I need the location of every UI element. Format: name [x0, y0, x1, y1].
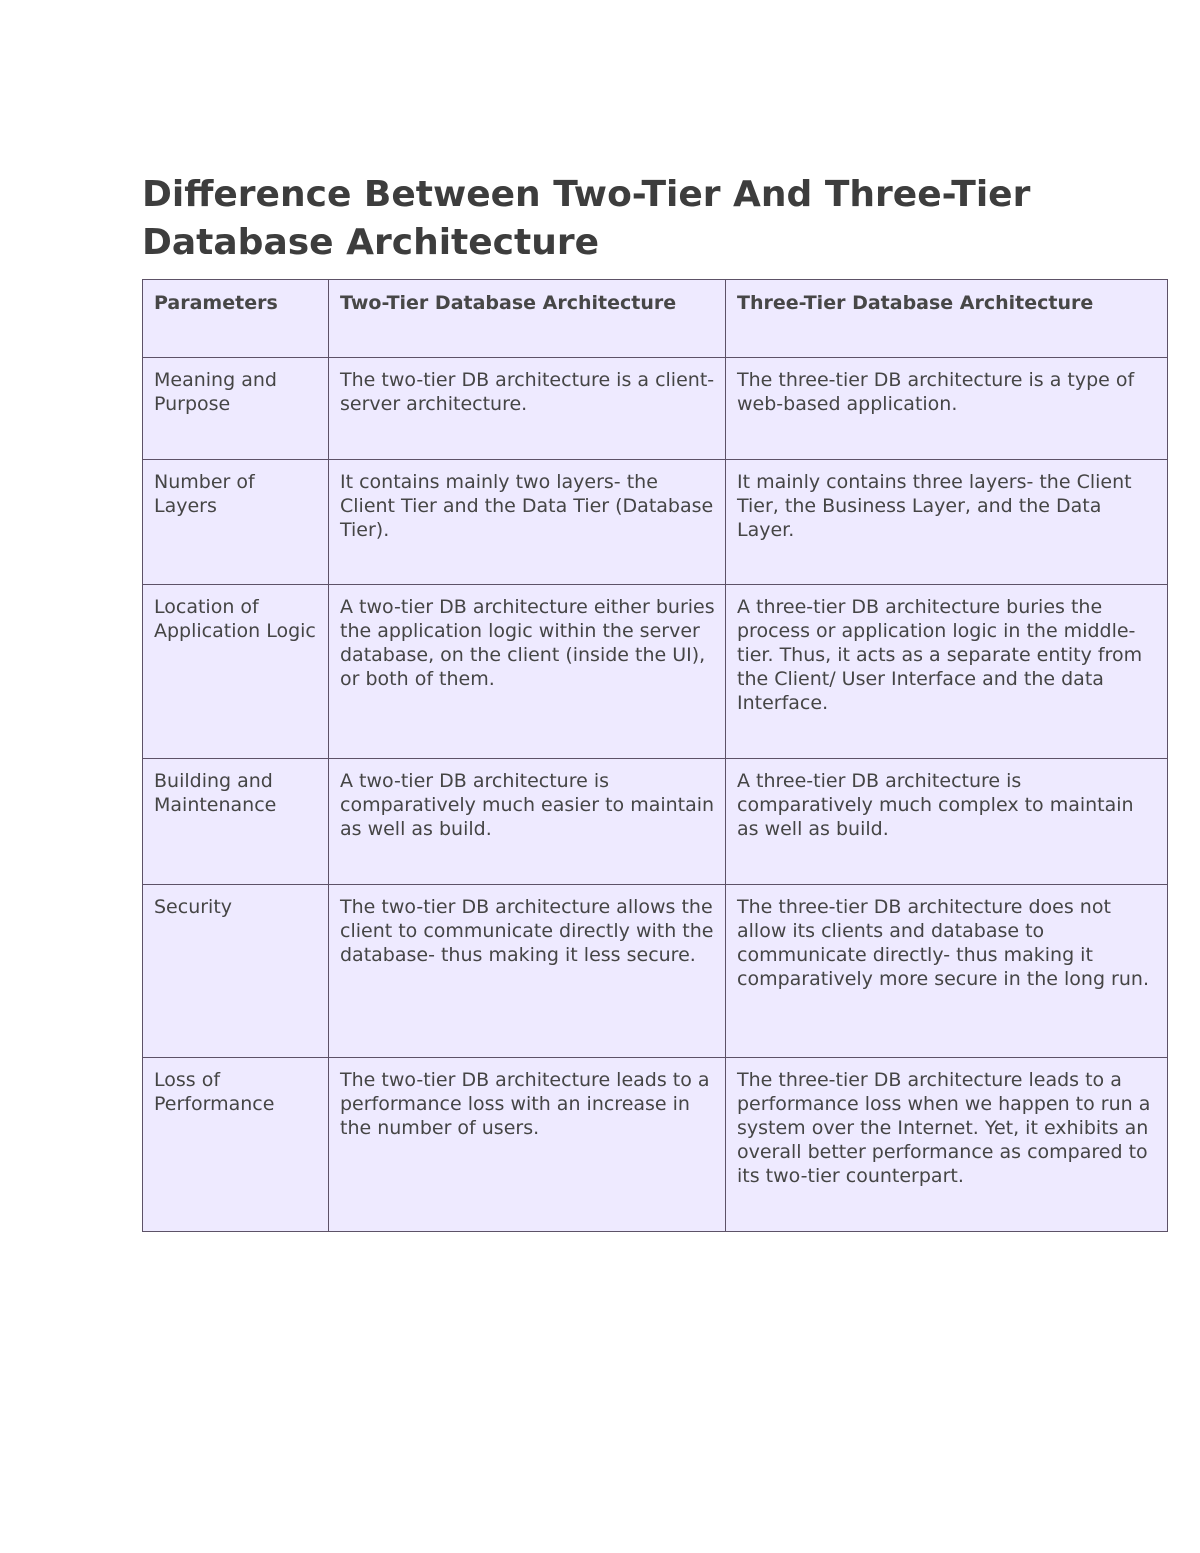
three-tier-cell: The three-tier DB architecture is a type of web-based application. — [726, 358, 1168, 460]
page-title: Difference Between Two-Tier And Three-Tier Database Architecture — [142, 174, 1031, 263]
three-tier-cell: The three-tier DB architecture leads to a performance loss when we happen to run a system over the Internet. Yet, it exhibits an overall better performance as compared to its two-tier counterpart. — [726, 1058, 1168, 1232]
two-tier-cell: The two-tier DB architecture allows the client to communicate directly with the database- thus making it less secure. — [329, 885, 726, 1058]
two-tier-cell: It contains mainly two layers- the Client Tier and the Data Tier (Database Tier). — [329, 460, 726, 585]
table-row — [143, 759, 1168, 885]
two-tier-cell: The two-tier DB architecture is a client-server architecture. — [329, 358, 726, 460]
parameter-cell: Meaning and Purpose — [143, 358, 329, 460]
three-tier-cell: It mainly contains three layers- the Client Tier, the Business Layer, and the Data Layer. — [726, 460, 1168, 585]
three-tier-cell: The three-tier DB architecture does not allow its clients and database to communicate directly- thus making it comparatively more secure in the long run. — [726, 885, 1168, 1058]
header-two-tier: Two-Tier Database Architecture — [329, 280, 726, 358]
table-row — [143, 358, 1168, 460]
parameter-cell: Number of Layers — [143, 460, 329, 585]
header-parameters: Parameters — [143, 280, 329, 358]
parameter-cell: Building and Maintenance — [143, 759, 329, 885]
table-row — [143, 585, 1168, 759]
two-tier-cell: A two-tier DB architecture either buries the application logic within the server database, on the client (inside the UI), or both of them. — [329, 585, 726, 759]
table-row — [143, 1058, 1168, 1232]
table-row — [143, 460, 1168, 585]
comparison-table — [142, 279, 1168, 1232]
two-tier-cell: A two-tier DB architecture is comparatively much easier to maintain as well as build. — [329, 759, 726, 885]
table-header-row — [143, 280, 1168, 358]
three-tier-cell: A three-tier DB architecture buries the process or application logic in the middle-tier. Thus, it acts as a separate entity from the Client/ User Interface and the data Interface. — [726, 585, 1168, 759]
parameter-cell: Location of Application Logic — [143, 585, 329, 759]
table-row — [143, 885, 1168, 1058]
three-tier-cell: A three-tier DB architecture is comparatively much complex to maintain as well as build. — [726, 759, 1168, 885]
header-three-tier: Three-Tier Database Architecture — [726, 280, 1168, 358]
parameter-cell: Loss of Performance — [143, 1058, 329, 1232]
parameter-cell: Security — [143, 885, 329, 1058]
two-tier-cell: The two-tier DB architecture leads to a performance loss with an increase in the number of users. — [329, 1058, 726, 1232]
